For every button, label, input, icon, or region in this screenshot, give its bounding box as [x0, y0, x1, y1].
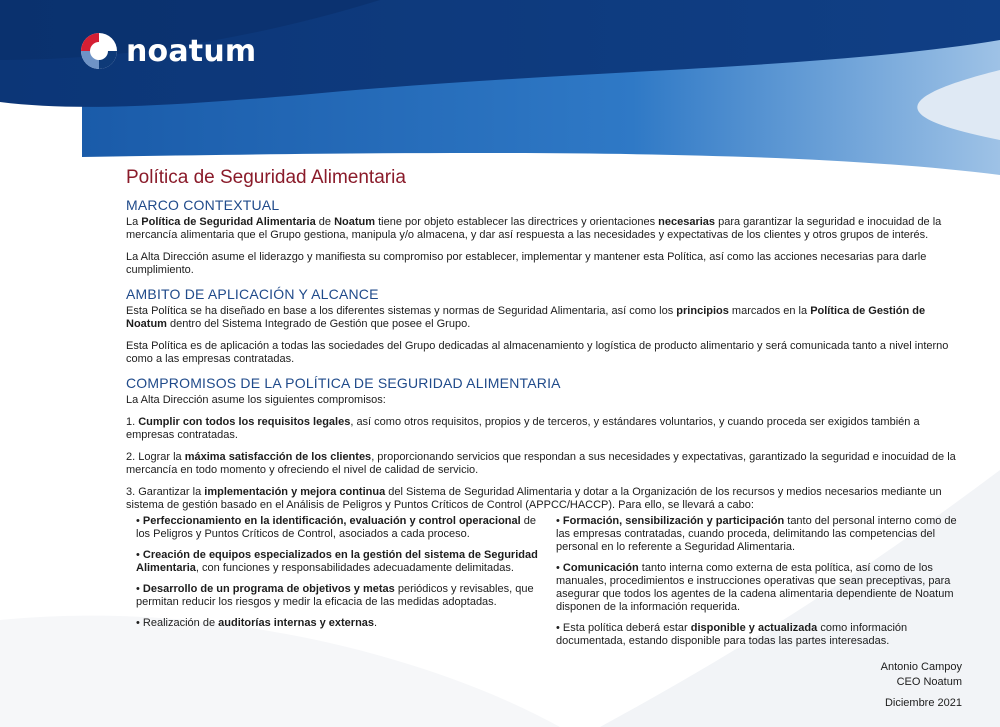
signature-block [881, 660, 962, 711]
marco-paragraph-1: La Política de Seguridad Alimentaria de Noatum tiene por objeto establecer las directrices y orientaciones necesarias para garantizar la seguridad e inocuidad de la mercancía alimentaria que el Grupo gestiona, manipula y/o almacena, y dar así respuesta a las necesidades y expectativas de los clientes y otros grupos de interés. [126, 216, 942, 241]
policy-document [126, 167, 966, 656]
bullet-column-left [136, 515, 546, 656]
section-heading-marco: MARCO CONTEXTUAL [126, 197, 280, 213]
marco-paragraph-2: La Alta Dirección asume el liderazgo y manifiesta su compromiso por establecer, implementar y mantener esta Política, así como las acciones necesarias para darle cumplimiento. [126, 251, 927, 276]
section-heading-compromisos: COMPROMISOS DE LA POLÍTICA DE SEGURIDAD ALIMENTARIA [126, 375, 561, 391]
bullet-item: • Formación, sensibilización y participación tanto del personal interno como de las empresas contratadas, cuando proceda, delimitando las competencias del personal en lo referente a Seguridad Alimentaria. [556, 515, 957, 553]
bullet-item: • Realización de auditorías internas y externas. [136, 617, 378, 629]
bullet-columns [136, 515, 966, 656]
compromiso-item-2: 2. Lograr la máxima satisfacción de los clientes, proporcionando servicios que respondan a sus necesidades y expectativas, garantizado la seguridad e inocuidad de la mercancía en todo momento y ofreciendo el nivel de calidad de servicio. [126, 451, 956, 476]
bullet-item: • Comunicación tanto interna como externa de esta política, así como de los manuales, procedimientos e instrucciones operativas que sean preceptivas, para asegurar que todos los agentes de la cadena alimentaria dependiente de Noatum disponen de la información requerida. [556, 562, 954, 613]
bullet-item: • Creación de equipos especializados en la gestión del sistema de Seguridad Alimentaria, con funciones y responsabilidades adecuadamente delimitadas. [136, 549, 538, 574]
signatory-role: CEO Noatum [896, 676, 962, 688]
brand-name: noatum [126, 33, 257, 69]
bullet-item: • Esta política deberá estar disponible y actualizada como información documentada, estando disponible para todas las partes interesadas. [556, 622, 908, 647]
bullet-item: • Desarrollo de un programa de objetivos y metas periódicos y revisables, que permitan reducir los riesgos y medir la eficacia de las medidas adoptadas. [136, 583, 534, 608]
ambito-paragraph-2: Esta Política es de aplicación a todas las sociedades del Grupo dedicadas al almacenamiento y logística de producto alimentario y será comunicada tanto a nivel interno como a las empresas contratadas. [126, 340, 949, 365]
noatum-logo-icon [78, 30, 120, 72]
noatum-logo [78, 30, 256, 72]
section-heading-ambito: AMBITO DE APLICACIÓN Y ALCANCE [126, 286, 379, 302]
compromiso-item-3: 3. Garantizar la implementación y mejora continua del Sistema de Seguridad Alimentaria y dotar a la Organización de los recursos y medios necesarios mediante un sistema de gestión basado en el Análisis de Peligros y Puntos Críticos de Control (APPCC/HACCP). Para ello, se llevará a cabo: [126, 486, 942, 511]
signatory-name: Antonio Campoy [880, 661, 962, 673]
ambito-paragraph-1: Esta Política se ha diseñado en base a los diferentes sistemas y normas de Seguridad Alimentaria, así como los principios marcados en la Política de Gestión de Noatum dentro del Sistema Integrado de Gestión que posee el Grupo. [126, 305, 926, 330]
page-title: Política de Seguridad Alimentaria [126, 167, 406, 188]
signature-date: Diciembre 2021 [884, 697, 962, 709]
compromisos-intro: La Alta Dirección asume los siguientes compromisos: [126, 394, 386, 406]
bullet-item: • Perfeccionamiento en la identificación, evaluación y control operacional de los Peligros y Puntos Críticos de Control, asociados a cada proceso. [136, 515, 536, 540]
bullet-column-right [556, 515, 966, 656]
compromiso-item-1: 1. Cumplir con todos los requisitos legales, así como otros requisitos, propios y de terceros, y estándares voluntarios, y cuando proceda ser exigidos también a empresas contratadas. [126, 416, 920, 441]
